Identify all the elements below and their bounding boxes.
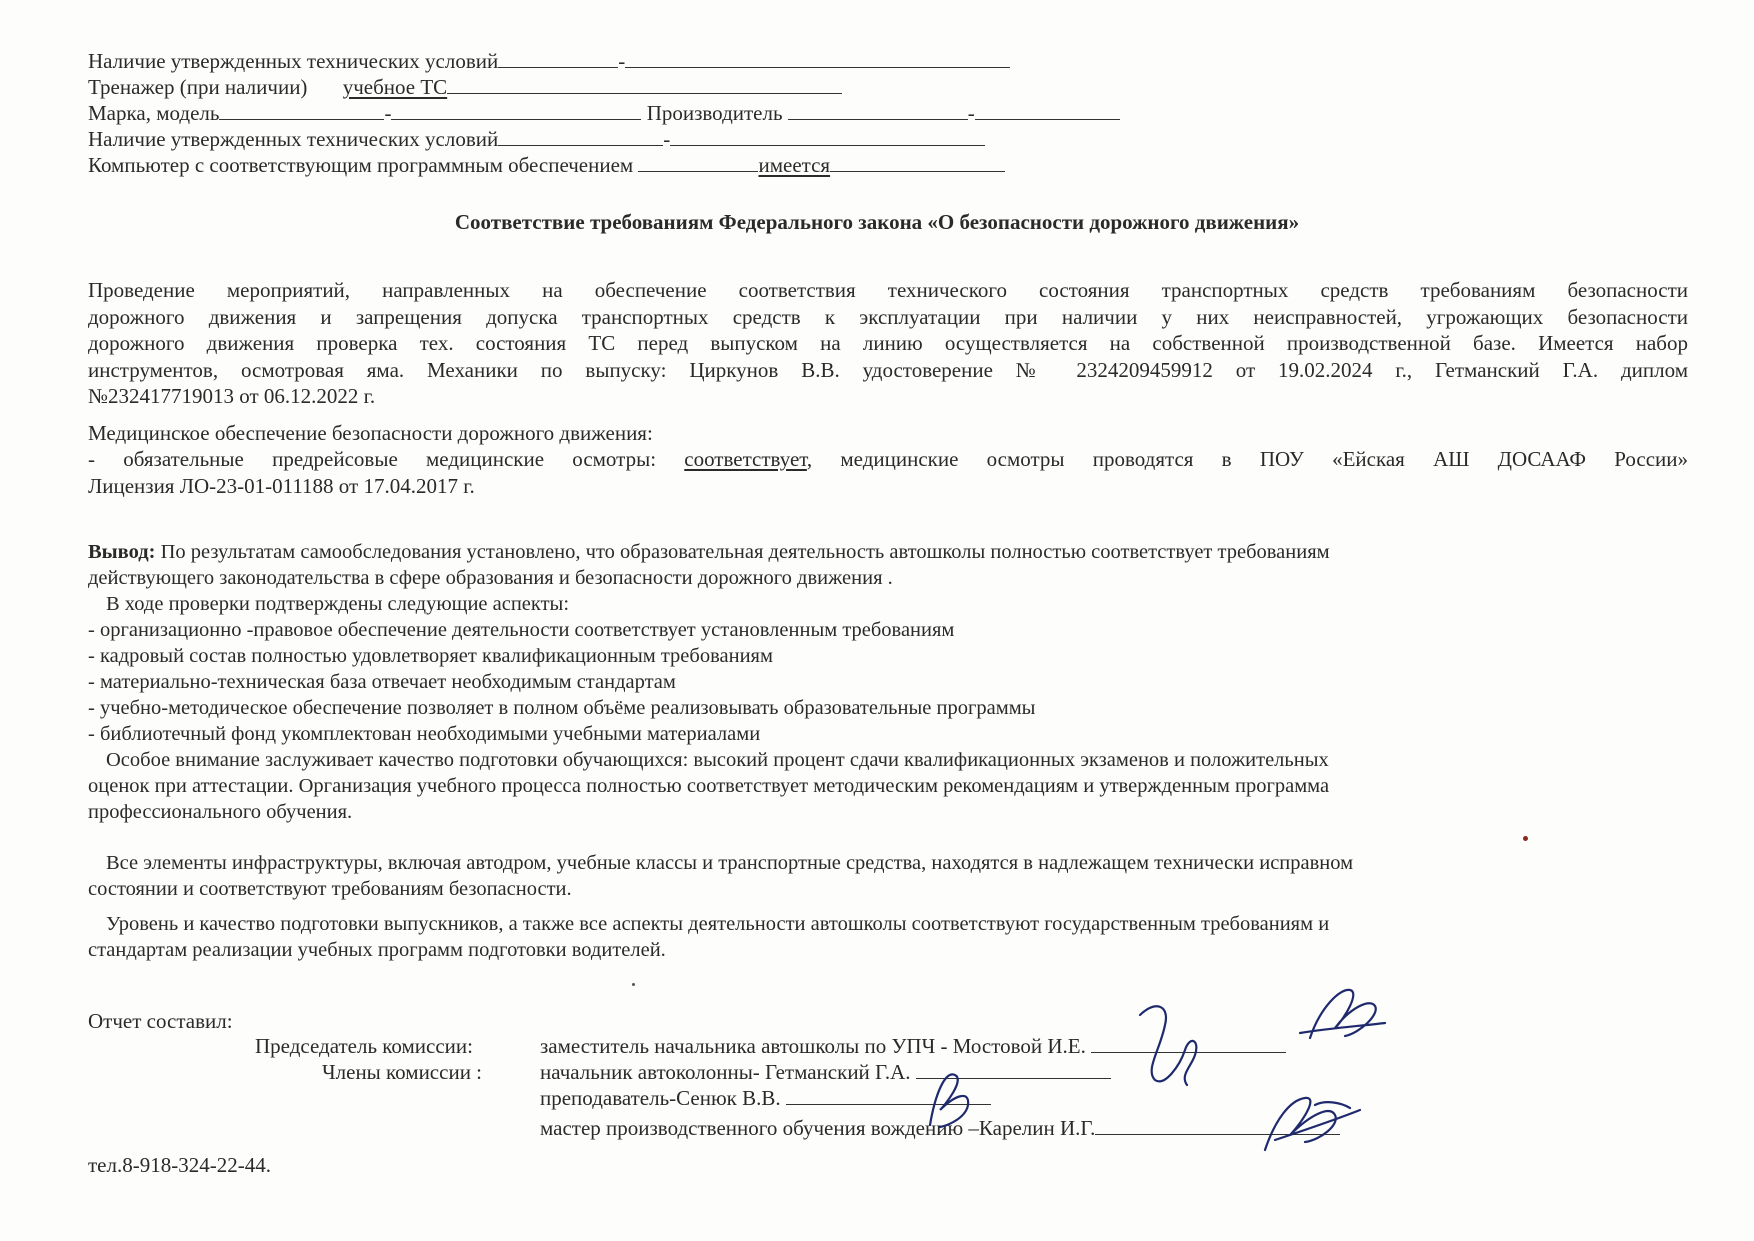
blank-line: [447, 75, 842, 94]
blank-line: [830, 153, 1005, 172]
medical-line-1: [88, 446, 1688, 473]
field-value: -: [384, 101, 392, 125]
member-name: мастер производственного обучения вождению –Карелин И.Г.: [540, 1116, 1096, 1140]
compiled-by-label: Отчет составил:: [88, 1009, 233, 1033]
blank-line: [625, 49, 1010, 68]
aspects-intro: В ходе проверки подтверждены следующие аспекты:: [106, 593, 570, 615]
phone-number: тел.8-918-324-22-44.: [88, 1153, 271, 1177]
trainer-field: [88, 74, 842, 100]
field-value: имеется: [758, 153, 831, 177]
quality-paragraph-line: оценок при аттестации. Организация учебного процесса полностью соответствует методическим рекомендациям и утвержденным программа: [88, 775, 1330, 797]
quality-paragraph-line: профессионального обучения.: [88, 801, 353, 823]
aspect-item: - организационно -правовое обеспечение деятельности соответствует установленным требованиям: [88, 619, 955, 641]
field-label: Наличие утвержденных технических условий: [88, 127, 499, 151]
medical-suffix: , медицинские осмотры проводятся в ПОУ «Ейская АШ ДОСААФ России»: [806, 447, 1688, 471]
scan-speck: [1523, 836, 1528, 841]
manufacturer-value: -: [967, 101, 975, 125]
member-name: преподаватель-Сенюк В.В.: [540, 1086, 781, 1110]
brand-model-field: [88, 100, 1120, 126]
medical-heading: Медицинское обеспечение безопасности дорожного движения:: [88, 421, 653, 445]
field-label: Тренажер (при наличии): [88, 75, 308, 99]
field-label: Марка, модель: [88, 101, 220, 125]
medical-status: соответствует: [684, 447, 807, 471]
graduates-paragraph-line: стандартам реализации учебных программ подготовки водителей.: [88, 939, 666, 961]
chair-signature-icon: [1290, 978, 1390, 1058]
aspect-item: - кадровый состав полностью удовлетворяет квалификационным требованиям: [88, 645, 773, 667]
chair-name: заместитель начальника автошколы по УПЧ - Мостовой И.Е.: [540, 1034, 1086, 1058]
blank-line: [498, 49, 618, 68]
blank-line: [498, 127, 663, 146]
conclusion-line-2: действующего законодательства в сфере образования и безопасности дорожного движения .: [88, 567, 893, 589]
blank-line: [975, 101, 1120, 120]
paragraph-line: инструментов, осмотровая яма. Механики по выпуску: Циркунов В.В. удостоверение № 2324209459912 от 19.02.2024 г., Гетманский Г.А. диплом: [88, 357, 1688, 382]
field-value: учебное ТС: [342, 75, 448, 99]
field-value: -: [618, 49, 626, 73]
medical-prefix: - обязательные предрейсовые медицинские осмотры:: [88, 447, 657, 471]
member-signature-1-icon: [1125, 995, 1215, 1095]
aspect-item: - материально-техническая база отвечает необходимым стандартам: [88, 671, 676, 693]
section-title: Соответствие требованиям Федерального закона «О безопасности дорожного движения»: [454, 210, 1300, 234]
infrastructure-paragraph-line: состоянии и соответствуют требованиям безопасности.: [88, 878, 572, 900]
field-label: Компьютер с соответствующим программным обеспечением: [88, 153, 634, 177]
conclusion-line-1: [88, 539, 1330, 565]
tech-conditions-field-1: [88, 48, 1010, 74]
graduates-paragraph-line: Уровень и качество подготовки выпускников, а также все аспекты деятельности автошколы соответствуют государственным требованиям и: [106, 913, 1330, 935]
paragraph-line: Проведение мероприятий, направленных на обеспечение соответствия технического состояния транспортных средств требованиям безопасности: [88, 278, 1688, 302]
members-label: Члены комиссии :: [322, 1060, 483, 1084]
chair-label: Председатель комиссии:: [255, 1034, 473, 1058]
traffic-safety-paragraph: [88, 277, 1688, 410]
computer-field: [88, 152, 1005, 178]
paragraph-line: №232417719013 от 06.12.2022 г.: [88, 384, 376, 408]
member-signature-3-icon: [1255, 1080, 1365, 1160]
blank-line: [219, 101, 384, 120]
manufacturer-label: Производитель: [646, 101, 783, 125]
aspect-item: - учебно-методическое обеспечение позволяет в полном объёме реализовывать образовательные программы: [88, 697, 1036, 719]
infrastructure-paragraph-line: Все элементы инфраструктуры, включая автодром, учебные классы и транспортные средства, находятся в надлежащем технически исправном: [106, 852, 1354, 874]
field-label: Наличие утвержденных технических условий: [88, 49, 499, 73]
quality-paragraph-line: Особое внимание заслуживает качество подготовки обучающихся: высокий процент сдачи квалификационных экзаменов и положительных: [106, 749, 1329, 771]
conclusion-text: По результатам самообследования установлено, что образовательная деятельность автошколы полностью соответствует требованиям: [155, 541, 1330, 563]
tech-conditions-field-2: [88, 126, 985, 152]
paragraph-line: дорожного движения проверка тех. состояния ТС перед выпуском на линию осуществляется на собственной производственной базе. Имеется набор: [88, 331, 1688, 355]
member-signature-2-icon: [910, 1055, 990, 1135]
blank-line: [638, 153, 758, 172]
blank-line: [670, 127, 985, 146]
blank-line: [391, 101, 641, 120]
conclusion-label: Вывод:: [88, 541, 156, 563]
medical-license: Лицензия ЛО-23-01-011188 от 17.04.2017 г.: [88, 473, 475, 498]
aspect-item: - библиотечный фонд укомплектован необходимыми учебными материалами: [88, 723, 761, 745]
medical-paragraph: [88, 446, 1688, 499]
blank-line: [788, 101, 968, 120]
member-name: начальник автоколонны- Гетманский Г.А.: [540, 1060, 911, 1084]
member-row: [540, 1059, 1111, 1085]
scan-speck: [632, 983, 635, 986]
paragraph-line: дорожного движения и запрещения допуска транспортных средств к эксплуатации при наличии у них неисправностей, угрожающих безопасности: [88, 304, 1688, 329]
field-value: -: [663, 127, 671, 151]
